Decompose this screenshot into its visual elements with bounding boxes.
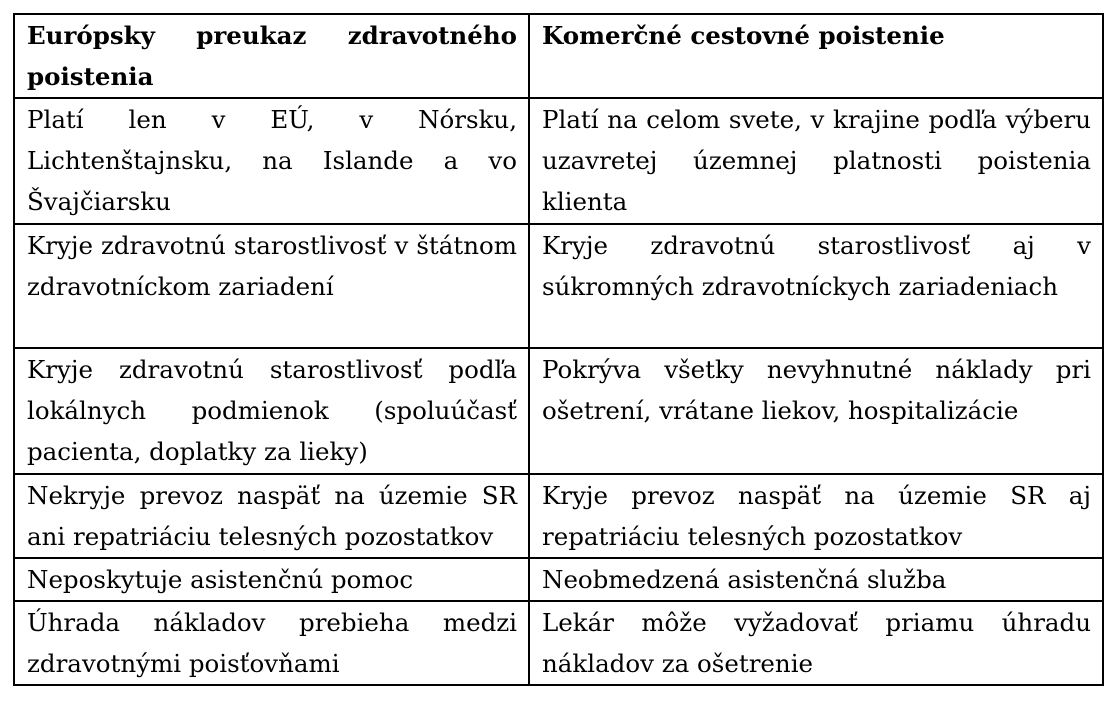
cell-ehic-validity: Platí len v EÚ, v Nórsku, Lichtenštajnsku, na Islande a vo Švajčiarsku bbox=[14, 98, 529, 224]
table-header-row bbox=[14, 14, 1103, 98]
cell-commercial-validity: Platí na celom svete, v krajine podľa výberu uzavretej územnej platnosti poistenia klienta bbox=[529, 98, 1103, 224]
table-row bbox=[14, 98, 1103, 224]
table-row bbox=[14, 474, 1103, 558]
cell-ehic-transport: Nekryje prevoz naspäť na územie SR ani repatriáciu telesných pozostatkov bbox=[14, 474, 529, 558]
header-commercial-insurance: Komerčné cestovné poistenie bbox=[529, 14, 1103, 98]
cell-commercial-assistance: Neobmedzená asistenčná služba bbox=[529, 558, 1103, 601]
table-row bbox=[14, 558, 1103, 601]
cell-ehic-facility: Kryje zdravotnú starostlivosť v štátnom zdravotníckom zariadení bbox=[14, 224, 529, 348]
table-row bbox=[14, 348, 1103, 474]
table-row bbox=[14, 601, 1103, 685]
cell-commercial-facility: Kryje zdravotnú starostlivosť aj v súkromných zdravotníckych zariadeniach bbox=[529, 224, 1103, 348]
cell-commercial-transport: Kryje prevoz naspäť na územie SR aj repatriáciu telesných pozostatkov bbox=[529, 474, 1103, 558]
cell-ehic-payment: Úhrada nákladov prebieha medzi zdravotnými poisťovňami bbox=[14, 601, 529, 685]
cell-commercial-coverage: Pokrýva všetky nevyhnutné náklady pri ošetrení, vrátane liekov, hospitalizácie bbox=[529, 348, 1103, 474]
table-row bbox=[14, 224, 1103, 348]
cell-ehic-coverage: Kryje zdravotnú starostlivosť podľa lokálnych podmienok (spoluúčasť pacienta, doplatky za lieky) bbox=[14, 348, 529, 474]
cell-commercial-payment: Lekár môže vyžadovať priamu úhradu nákladov za ošetrenie bbox=[529, 601, 1103, 685]
comparison-table bbox=[13, 13, 1104, 686]
header-ehic: Európsky preukaz zdravotného poistenia bbox=[14, 14, 529, 98]
cell-ehic-assistance: Neposkytuje asistenčnú pomoc bbox=[14, 558, 529, 601]
